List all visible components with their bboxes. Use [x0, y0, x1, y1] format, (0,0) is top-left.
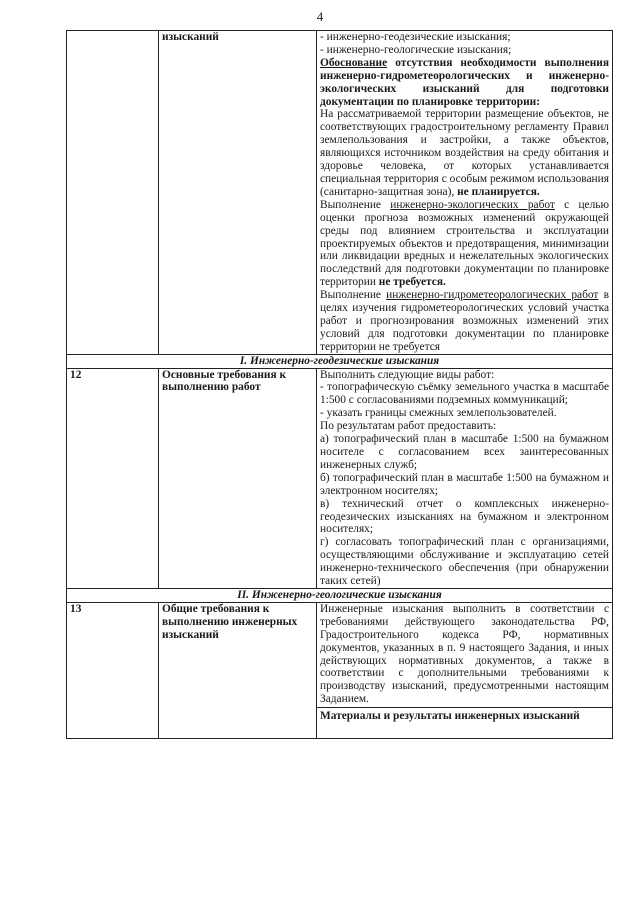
section-heading — [67, 588, 613, 602]
section-numeral: II. — [237, 588, 250, 601]
underlined-term: инженерно-экологических работ — [390, 198, 555, 211]
paragraph — [320, 108, 609, 198]
justification-lead: Обоснование — [320, 56, 388, 69]
table-row — [67, 31, 613, 355]
paragraph-text: Выполнение — [320, 289, 387, 302]
row-number: 13 — [67, 602, 159, 738]
justification-rest: отсутствия необходимости выполнения инженерно-гидрометеорологических и инженерно-экологических изысканий для подготовки документации по планировке территории: — [320, 56, 609, 108]
table-row — [67, 368, 613, 588]
list-item: По результатам работ предоставить: — [320, 420, 497, 433]
row-name: Основные требования к выполнению работ — [159, 368, 317, 588]
page-number: 4 — [316, 9, 324, 24]
list-item: Выполнить следующие виды работ: — [320, 368, 495, 381]
paragraph-text: с целью оценки прогноза возможных изменений окружающей среды под влиянием строительства и эксплуатации проектируемых объектов и предотвращения, минимизации или ликвидации вредных и нежелательных экологических последствий для подготовки документации по планировке территории — [320, 198, 609, 289]
paragraph-text: в целях изучения гидрометеорологических условий участка работ и прогнозирования возможных изменений этих условий для подготовки документации по планировке территории не требуется — [320, 289, 609, 353]
section-numeral: I. — [239, 354, 248, 367]
divider — [317, 707, 612, 708]
list-item: - инженерно-геодезические изыскания; — [320, 31, 511, 43]
row-content — [317, 602, 613, 738]
section-row — [67, 588, 613, 602]
list-item: - инженерно-геологические изыскания; — [320, 43, 512, 56]
section-heading — [67, 354, 613, 368]
paragraph-text: На рассматриваемой территории размещение объектов, не соответствующих градостроительному регламенту Правил землепользования и застройки, а также объектов, являющихся источником воздействия на среду обитания и здоровье человека, от которых устанавливается специальная территория с особым режимом использования (санитарно-защитная зона), — [320, 108, 609, 198]
paragraph-heading: Материалы и результаты инженерных изысканий — [320, 710, 580, 723]
underlined-term: инженерно-гидрометеорологических работ — [386, 289, 599, 302]
list-item: в) технический отчет о комплексных инженерно-геодезических изысканиях на бумажном и электронном носителях; — [320, 497, 609, 536]
paragraph-conclusion: не требуется. — [378, 276, 446, 289]
row-content — [317, 368, 613, 588]
paragraph-text: Выполнение — [320, 198, 391, 211]
list-item: б) топографический план в масштабе 1:500 на бумажном и электронном носителях; — [320, 471, 609, 497]
section-title: Инженерно-геологические изыскания — [251, 588, 442, 601]
paragraph: Инженерные изыскания выполнить в соответствии с требованиями действующего законодательства РФ, Градостроительного кодекса РФ, нормативных документов, указанных в п. 9 настоящего Задания, и иных действующих нормативных документов, а также в соответствии с дополнительными требованиями к производству изысканий, предусмотренными настоящим Заданием. — [320, 602, 609, 706]
paragraph — [320, 199, 609, 289]
list-item: - указать границы смежных землепользователей. — [320, 407, 557, 420]
paragraph — [320, 289, 609, 354]
table-row — [67, 602, 613, 738]
row-name: изысканий — [159, 31, 317, 355]
list-item: г) согласовать топографический план с организациями, осуществляющими обслуживание и эксплуатацию сетей инженерно-технического обеспечения (при обнаружении таких сетей) — [320, 536, 609, 588]
requirements-table — [66, 30, 613, 739]
row-name: Общие требования к выполнению инженерных изысканий — [159, 602, 317, 738]
list-item: - топографическую съёмку земельного участка в масштабе 1:500 с согласованиями подземных коммуникаций; — [320, 381, 609, 407]
row-number: 12 — [67, 368, 159, 588]
section-row — [67, 354, 613, 368]
list-item: а) топографический план в масштабе 1:500 на бумажном носителе с согласованием всех заинтересованных инженерных служб; — [320, 433, 609, 471]
section-title: Инженерно-геодезические изыскания — [249, 354, 440, 367]
row-content — [317, 31, 613, 355]
justification-heading — [320, 57, 609, 109]
paragraph-conclusion: не планируется. — [457, 185, 540, 198]
continued-text — [320, 710, 609, 738]
row-number-cell — [67, 31, 159, 355]
